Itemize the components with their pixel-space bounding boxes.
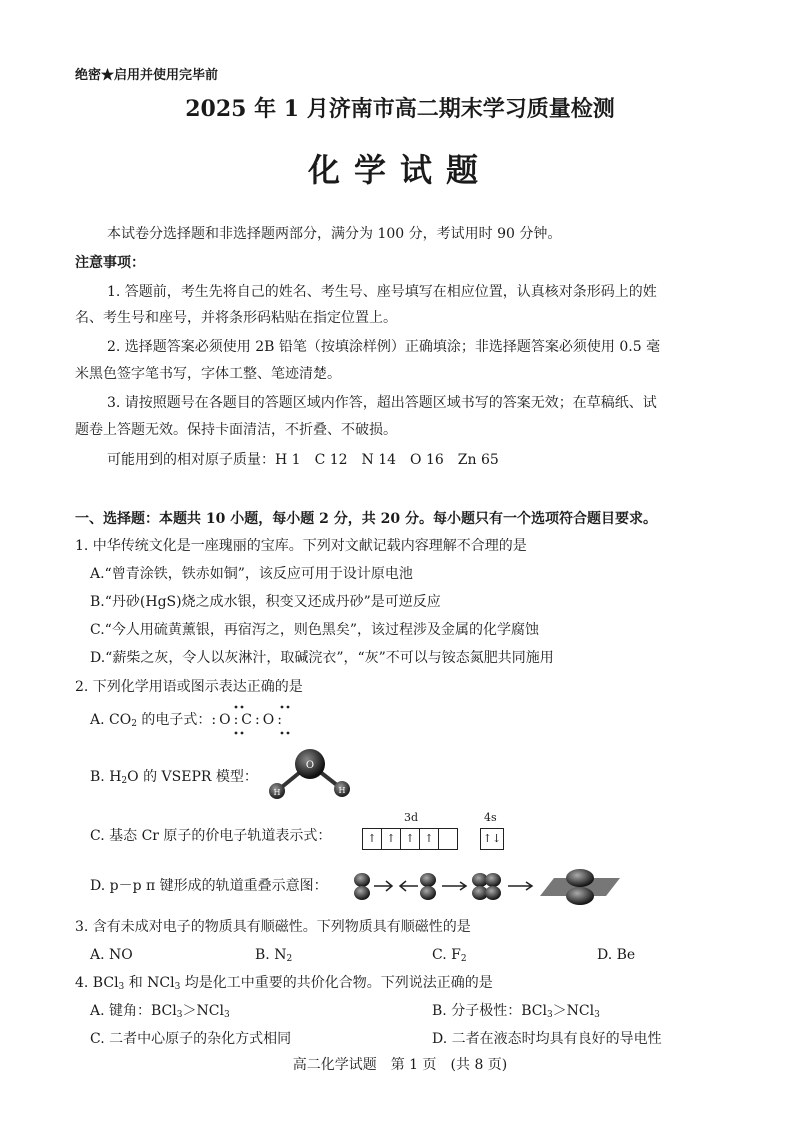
q2-stem: 2. 下列化学用语或图示表达正确的是 [75, 679, 303, 695]
q1-option-b: B.“丹砂(HgS)烧之成水银，积变又还成丹砂”是可逆反应 [90, 594, 441, 610]
q4-stem [75, 973, 493, 997]
q2-a-prefix: A. CO [90, 712, 132, 728]
h2o-vsepr-model-icon [262, 748, 358, 804]
vsepr-right-atom: H [338, 786, 346, 795]
q2-option-c: C. 基态 Cr 原子的价电子轨道表示式： [90, 828, 332, 844]
page-footer: 高二化学试题 第 1 页 (共 8 页) [292, 1057, 508, 1073]
notice-item3-line2: 题卷上答题无效。保持卡面清洁，不折叠、不破损。 [75, 422, 397, 438]
confidential-label: 绝密★启用并使用完毕前 [75, 68, 219, 83]
q4-stem-part2: 和 NCl [124, 975, 175, 991]
co2-electron-formula: :O:C:O: [211, 712, 285, 728]
co2-electron-dots-icon [222, 703, 312, 737]
q1-option-a: A.“曾青涂铁，铁赤如铜”，该反应可用于设计原电池 [90, 566, 413, 582]
notice-item3-line1: 3. 请按照题号在各题目的答题区域内作答，超出答题区域书写的答案无效；在草稿纸、试 [107, 395, 657, 411]
notice-item2-line2: 米黑色签字笔书写，字体工整、笔迹清楚。 [75, 366, 341, 382]
exam-title: 2025 年 1 月济南市高二期末学习质量检测 [185, 96, 615, 122]
q4-a-sub1: 3 [176, 1010, 183, 1020]
q3-option-b [255, 945, 292, 969]
orbital-3d-label: 3d [404, 811, 419, 824]
orbital-4s-label: 4s [484, 811, 497, 824]
q1-option-d: D.“薪柴之灰，令人以灰淋汁，取碱浣衣”，“灰”不可以与铵态氮肥共同施用 [90, 650, 554, 666]
vsepr-left-atom: H [273, 788, 281, 797]
q4-b-sub1: 3 [546, 1010, 553, 1020]
q3-stem: 3. 含有未成对电子的物质具有顺磁性。下列物质具有顺磁性的是 [75, 919, 471, 935]
orbital-4s-box: ↑↓ [480, 828, 504, 850]
vsepr-center-atom: O [305, 760, 315, 771]
subject-title: 化学试题 [307, 151, 492, 189]
orbital-3d-boxes [362, 828, 458, 850]
orbital-3d-box: ↑ [400, 828, 419, 850]
orbital-3d-box: ↑ [419, 828, 438, 850]
orbital-3d-box [438, 828, 458, 850]
notice-item2-line1: 2. 选择题答案必须使用 2B 铅笔（按填涂样例）正确填涂；非选择题答案必须使用 0.5 毫 [107, 339, 661, 355]
q2-b-suffix: O 的 VSEPR 模型： [127, 769, 258, 785]
orbital-3d-box: ↑ [381, 828, 400, 850]
notice-item1-line1: 1. 答题前，考生先将自己的姓名、考生号、座号填写在相应位置，认真核对条形码上的姓 [107, 284, 657, 300]
q2-b-sub: 2 [121, 776, 128, 786]
q4-stem-sub2: 3 [174, 982, 181, 992]
q4-b-sub2: 3 [594, 1010, 600, 1020]
q4-a-sub2: 3 [223, 1010, 230, 1020]
q4-option-d: D. 二者在液态时均具有良好的导电性 [432, 1031, 662, 1047]
atomic-mass-line: 可能用到的相对原子质量：H 1 C 12 N 14 O 16 Zn 65 [107, 452, 499, 468]
intro-text: 本试卷分选择题和非选择题两部分，满分为 100 分，考试用时 90 分钟。 [107, 226, 562, 242]
q2-a-suffix: 的电子式： [136, 712, 212, 728]
q2-option-d: D. p－p π 键形成的轨道重叠示意图： [90, 878, 328, 894]
q4-a-part2: ＞NCl [182, 1003, 224, 1019]
q4-b-part1: B. 分子极性：BCl [432, 1003, 547, 1019]
q4-stem-part1: 4. BCl [75, 975, 119, 991]
q4-option-c: C. 二者中心原子的杂化方式相同 [90, 1031, 292, 1047]
orbital-3d-box: ↑ [362, 828, 381, 850]
pi-bond-overlap-diagram-icon [348, 866, 628, 906]
q3-c-prefix: C. F [432, 947, 461, 963]
q4-b-part2: ＞NCl [552, 1003, 595, 1019]
q4-stem-part3: 均是化工中重要的共价化合物。下列说法正确的是 [180, 975, 493, 991]
q1-stem: 1. 中华传统文化是一座瑰丽的宝库。下列对文献记载内容理解不合理的是 [75, 538, 527, 554]
q2-a-sub: 2 [131, 719, 137, 729]
q4-a-part1: A. 键角：BCl [90, 1003, 177, 1019]
notice-heading: 注意事项： [75, 255, 145, 271]
q3-option-d: D. Be [597, 947, 636, 963]
q3-option-a: A. NO [90, 947, 133, 963]
q2-option-b [90, 767, 258, 791]
q2-b-prefix: B. H [90, 769, 122, 785]
q3-c-sub: 2 [460, 954, 467, 964]
q4-option-a [90, 1001, 230, 1025]
notice-item1-line2: 名、考生号和座号，并将条形码粘贴在指定位置上。 [75, 310, 397, 326]
q3-b-sub: 2 [286, 954, 293, 964]
orbital-4s-boxes [480, 828, 504, 850]
q1-option-c: C.“今人用硫黄薰银，再宿泻之，则色黑矣”，该过程涉及金属的化学腐蚀 [90, 622, 539, 638]
q3-b-prefix: B. N [255, 947, 287, 963]
q4-option-b [432, 1001, 600, 1025]
section1-heading: 一、选择题：本题共 10 小题，每小题 2 分，共 20 分。每小题只有一个选项符合题目要求。 [75, 511, 657, 527]
q3-option-c [432, 945, 467, 969]
q4-stem-sub1: 3 [118, 982, 125, 992]
